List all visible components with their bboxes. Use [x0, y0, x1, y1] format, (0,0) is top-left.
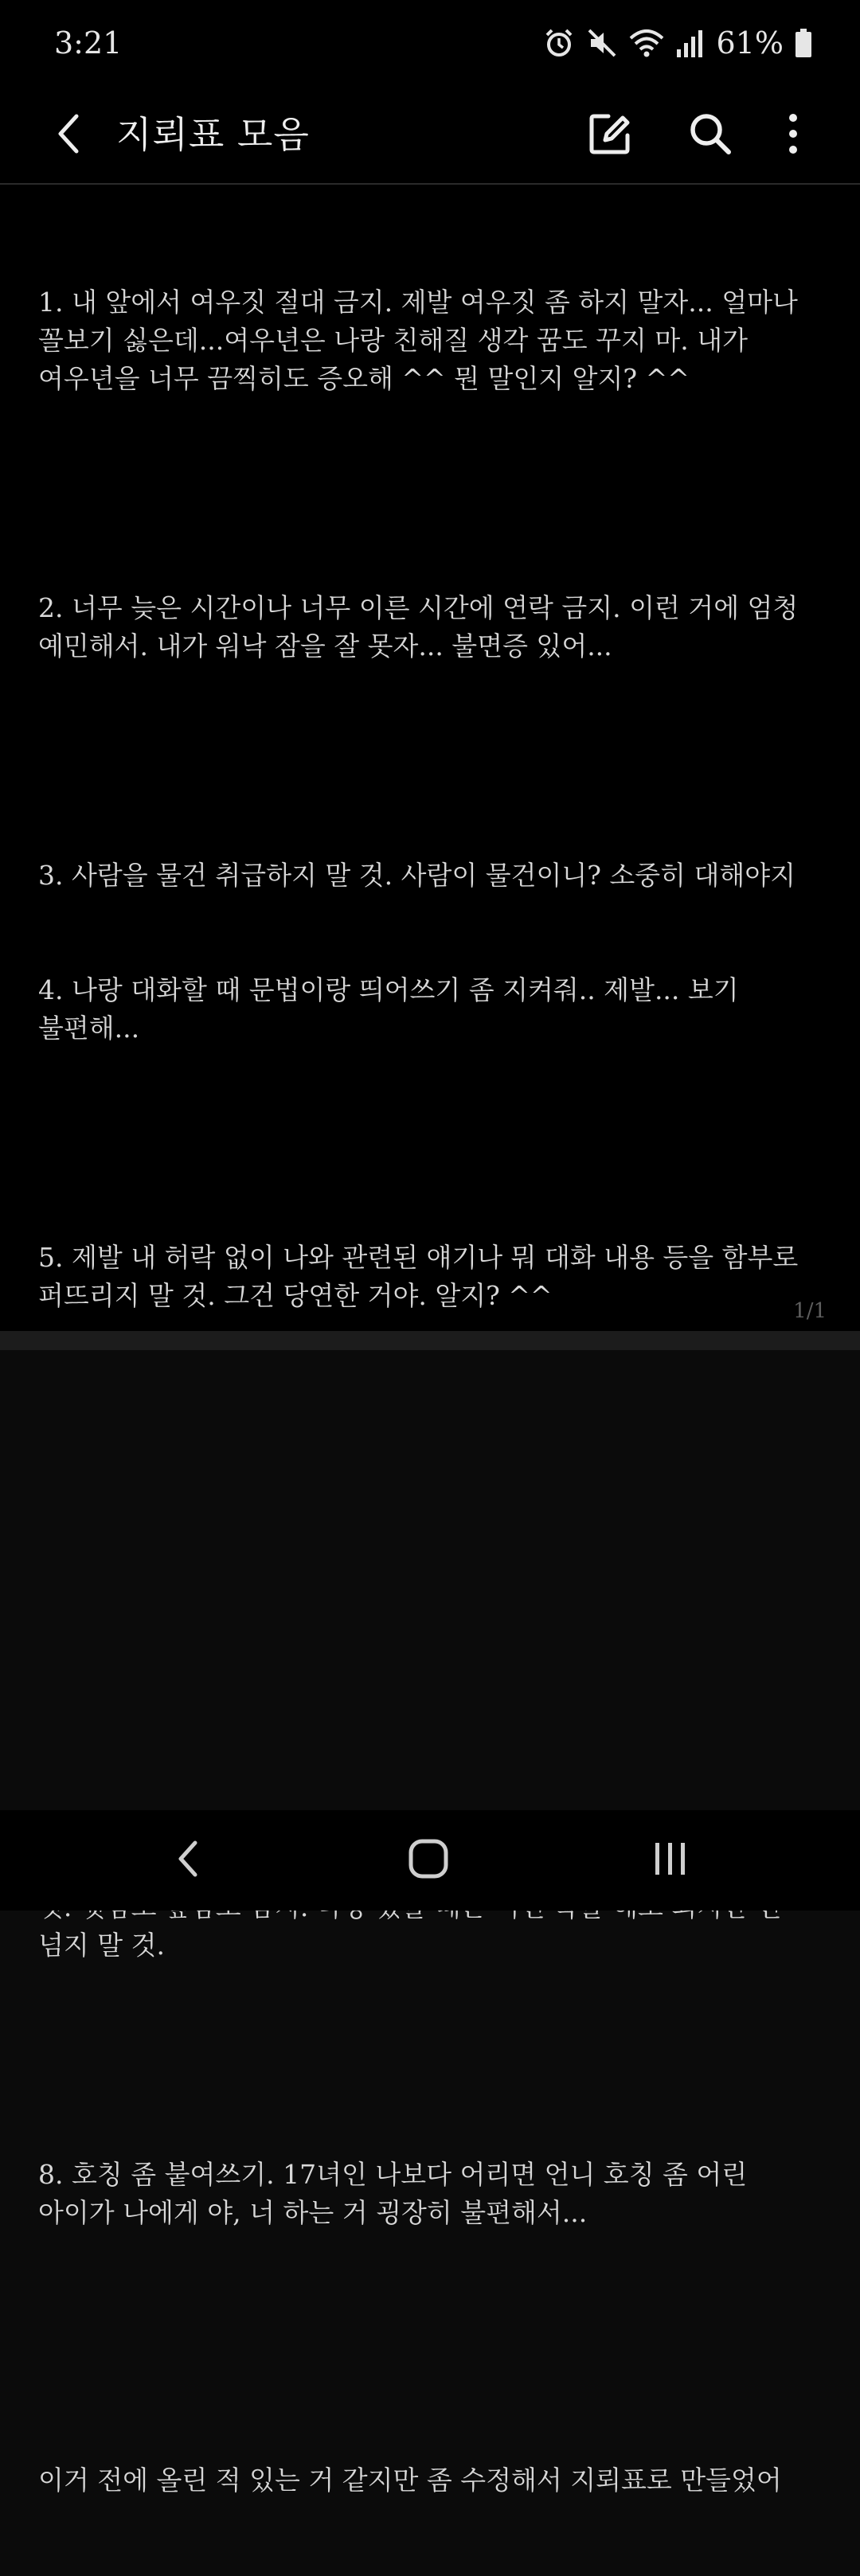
nav-recents-icon — [652, 1840, 689, 1880]
nav-home-button[interactable] — [389, 1826, 468, 1895]
note-item-4: 4. 나랑 대화할 때 문법이랑 띄어쓰기 좀 지켜줘.. 제발... 보기 불편해... — [38, 974, 748, 1044]
note-item-5: 5. 제발 내 허락 없이 나와 관련된 얘기나 뭐 대화 내용 등을 함부로 퍼뜨리지 말 것. 그건 당연한 거야. 알지? ^^ — [38, 1242, 807, 1311]
page-indicator: 1/1 — [793, 1299, 827, 1323]
mute-icon — [586, 27, 618, 59]
more-vertical-icon — [785, 111, 801, 159]
note-body[interactable] — [0, 185, 860, 2496]
paragraph-gap — [38, 742, 827, 780]
status-bar — [0, 0, 860, 89]
nav-back-icon — [174, 1839, 201, 1882]
status-time: 3:21 — [54, 25, 123, 60]
note-item-1: 1. 내 앞에서 여우짓 절대 금지. 제발 여우짓 좀 하지 말자... 얼마나 꼴보기 싫은데...여우년은 나랑 친해질 생각 꿈도 꾸지 마. 내가 여우년을 너무 끔찍히도 증오해 ^^ 뭔 말인지 알지? ^^ — [38, 287, 807, 394]
note-item-3: 3. 사람을 물건 취급하지 말 것. 사람이 물건이니? 소중히 대해야지 — [38, 860, 796, 891]
edit-icon — [588, 111, 632, 159]
more-options-button[interactable] — [761, 103, 825, 167]
paragraph-gap — [38, 1124, 827, 1162]
content-divider — [0, 1331, 860, 1350]
search-button[interactable] — [678, 103, 742, 167]
status-icons — [543, 27, 812, 59]
paragraph-gap — [38, 474, 827, 513]
edit-button[interactable] — [578, 103, 642, 167]
paragraph-gap — [38, 2041, 827, 2079]
navigation-bar — [0, 1810, 860, 1911]
note-footer-text: 이거 전에 올린 적 있는 거 같지만 좀 수정해서 지뢰표로 만들었어 — [38, 2465, 782, 2496]
note-item-7: 넘지 말 것. — [38, 1930, 165, 1961]
back-button[interactable] — [38, 105, 99, 166]
battery-icon — [795, 27, 812, 59]
search-icon — [688, 111, 733, 159]
nav-home-icon — [408, 1838, 449, 1883]
paragraph-gap — [38, 2309, 827, 2385]
note-item-2: 2. 너무 늦은 시간이나 너무 이른 시간에 연락 금지. 이런 거에 엄청 예민해서. 내가 워낙 잠을 잘 못자... 불면증 있어... — [38, 592, 807, 662]
signal-icon — [675, 27, 704, 59]
nav-recents-button[interactable] — [631, 1826, 710, 1895]
battery-percent: 61% — [716, 25, 784, 60]
back-arrow-icon — [53, 110, 84, 161]
alarm-icon — [543, 27, 575, 59]
note-item-8: 8. 호칭 좀 붙여쓰기. 17녀인 나보다 어리면 언니 호칭 좀 어린 아이가 나에게 야, 너 하는 거 굉장히 불편해서... — [38, 2159, 756, 2228]
wifi-icon — [629, 27, 664, 59]
empty-area — [0, 1350, 860, 1810]
app-bar — [0, 89, 860, 185]
nav-back-button[interactable] — [148, 1826, 228, 1895]
note-title: 지뢰표 모음 — [116, 113, 310, 156]
